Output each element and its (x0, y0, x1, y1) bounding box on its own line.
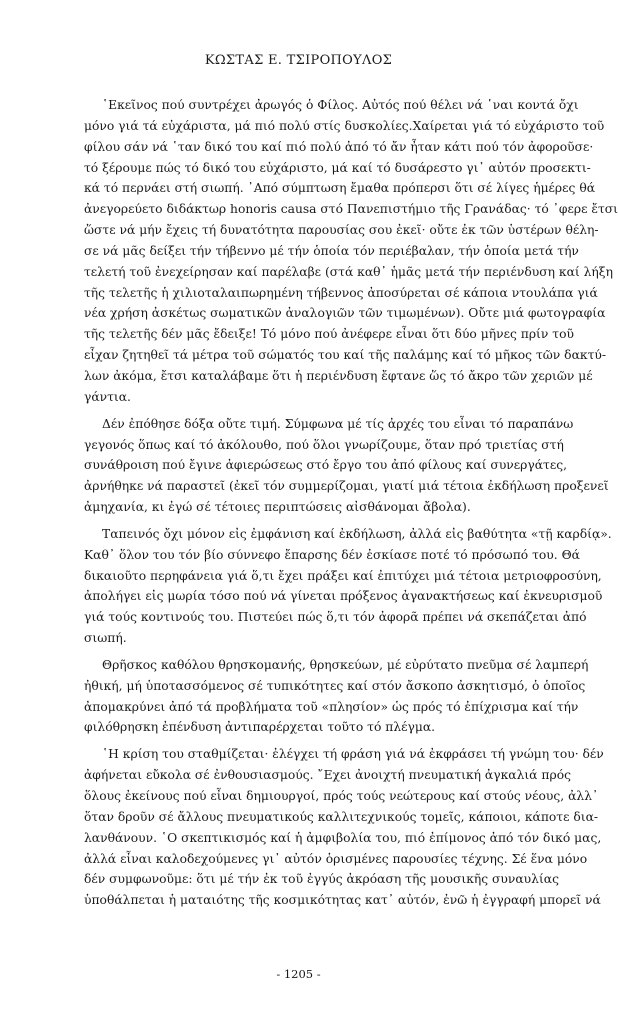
text-line: ὑποθάλπεται ἡ ματαιότης τῆς κοσμικότητας κατ᾽ αὐτόν, ἐνῶ ἡ ἐγγραφή μπορεῖ νά (84, 893, 601, 908)
text-line: ὅταν δροῦν σέ ἄλλους πνευματικούς καλλιτεχνικούς τομεῖς, κάποιοι, κάποτε δια- (84, 809, 599, 824)
text-line: μόνο γιά τά εὐχάριστα, μά πιό πολύ στίς δυσκολίες.Χαίρεται γιά τό εὐχάριστο τοῦ (84, 118, 605, 133)
paragraph (84, 414, 609, 518)
text-line: σιωπή. (84, 631, 127, 646)
text-line: κά τό περνάει στή σιωπή. ᾽Από σύμπτωση ἔμαθα πρόπερσι ὅτι σέ λίγες ἡμέρες θά (84, 181, 596, 196)
text-line: γεγονός ὅπως καί τό ἀκόλουθο, πού ὅλοι γνωρίζουμε, ὅταν πρό τριετίας στή (84, 437, 564, 452)
text-line: Θρῆσκος καθόλου θρησκομανής, θρησκεύων, μέ εὐρύτατο πνεῦμα σέ λαμπερή (102, 657, 589, 672)
running-header: ΚΩΣΤΑΣ Ε. ΤΣΙΡΟΠΟΥΛΟΣ (204, 53, 393, 68)
text-line: ἀπομακρύνει ἀπό τά προβλήματα τοῦ «πλησίον» ὡς πρός τό ἐπίχρισμα καί τήν (84, 699, 579, 714)
text-line: Καθ᾽ ὅλον του τόν βίο σύννεφο ἔπαρσης δέν ἐσκίασε ποτέ τό πρόσωπό του. Θά (84, 547, 580, 562)
paragraph (84, 95, 618, 408)
page-number: - 1205 - (276, 967, 321, 981)
paragraph (84, 524, 612, 649)
body-text (84, 95, 618, 917)
paragraph (84, 744, 604, 911)
text-line: γάντια. (84, 389, 131, 404)
text-line: ἀνεγορεύετο διδάκτωρ honoris causa στό Πανεπιστήμιο τῆς Γρανάδας· τό ᾽φερε ἔτσι (84, 202, 618, 217)
text-line: ὥστε νά μήν ἔχεις τή δυνατότητα παρουσίας σου ἐκεῖ· οὔτε ἐκ τῶν ὑστέρων θέλη- (84, 223, 599, 238)
text-line: εἶχαν ζητηθεῖ τά μέτρα τοῦ σώματός του καί τῆς παλάμης καί τό μῆκος τῶν δακτύ- (84, 348, 607, 363)
text-line: τό ξέρουμε πώς τό δικό του εὐχάριστο, μά καί τό δυσάρεστο γι᾽ αὐτόν προσεκτι- (84, 160, 591, 175)
text-line: τελετή τοῦ ἐνεχείρησαν καί παρέλαβε (στά καθ᾽ ἡμᾶς μετά τήν περιένδυση καί λήξη (84, 264, 613, 279)
text-line: ἀρνήθηκε νά παραστεῖ (ἐκεῖ τόν συμμερίζομαι, γιατί μιά τέτοια ἐκδήλωση προξενεῖ (84, 479, 609, 494)
text-line: ἠθική, μή ὑποτασσόμενος σέ τυπικότητες καί στόν ἄσκοπο ἀσκητισμό, ὁ ὁποῖος (84, 678, 586, 693)
text-line: σε νά μᾶς δείξει τήν τήβεννο μέ τήν ὁποία τόν περιέβαλαν, τήν ὁποία μετά τήν (84, 243, 579, 258)
text-line: λανθάνουν. ῾Ο σκεπτικισμός καί ἡ ἀμφιβολία του, πιό ἐπίμονος ἀπό τόν δικό μας, (84, 830, 602, 845)
text-line: λων ἀκόμα, ἔτσι καταλάβαμε ὅτι ἡ περιένδυση ἔφτανε ὥς τό ἄκρο τῶν χεριῶν μέ (84, 368, 593, 383)
text-line: φιλόθρησκη ἐπένδυση ἀντιπαρέρχεται τοῦτο τό πλέγμα. (84, 720, 436, 735)
text-line: ἀπολήγει εἰς μωρία τόσο πού νά γίνεται πρόξενος ἀγανακτήσεως καί ἐκνευρισμοῦ (84, 589, 603, 604)
text-line: ἀμηχανία, κι ἐγώ σέ τέτοιες περιπτώσεις αἰσθάνομαι ἄβολα). (84, 500, 471, 515)
text-line: ἀλλά εἶναι καλοδεχούμενες γι᾽ αὐτόν ὁρισμένες παρουσίες τέχνης. Σέ ἕνα μόνο (84, 851, 588, 866)
text-line: ῾Εκεῖνος πού συντρέχει ἀρωγός ὁ Φίλος. Αὐτός πού θέλει νά ῾ναι κοντά ὄχι (102, 98, 579, 112)
text-line: Δέν ἐπόθησε δόξα οὔτε τιμή. Σύμφωνα μέ τίς ἀρχές του εἶναι τό παραπάνω (102, 416, 574, 431)
text-line: ῾Η κρίση του σταθμίζεται· ἐλέγχει τή φράση γιά νά ἐκφράσει τή γνώμη του· δέν (102, 747, 604, 762)
text-line: δικαιοῦτο περηφάνεια γιά ὅ,τι ἔχει πράξει καί ἐπιτύχει μιά τέτοια μετριοφροσύνη, (84, 568, 602, 583)
text-line: φίλου σάν νά ῾ταν δικό του καί πιό πολύ ἀπό τό ἄν ἦταν κάτι πού τόν ἀφοροῦσε· (84, 139, 594, 154)
text-line: γιά τούς κοντινούς του. Πιστεύει πώς ὅ,τι τόν ἀφορᾶ πρέπει νά σκεπάζεται ἀπό (84, 610, 587, 625)
text-line: Ταπεινός ὄχι μόνον εἰς ἐμφάνιση καί ἐκδήλωση, ἀλλά εἰς βαθύτητα «τῇ καρδίᾳ». (102, 526, 612, 541)
paragraph (84, 655, 589, 738)
text-line: νέα χρήση ἀσκέτως σωματικῶν ἀναλογιῶν τῶν τιμωμένων). Οὔτε μιά φωτογραφία (84, 306, 606, 321)
text-line: δέν συμφωνοῦμε: ὅτι μέ τήν ἐκ τοῦ ἐγγύς ἀκρόαση τῆς μουσικῆς συναυλίας (84, 872, 559, 887)
text-line: τῆς τελετῆς ἡ χιλιοταλαιπωρημένη τήβεννος ἀποσύρεται σέ κάποια ντουλάπα γιά (84, 285, 598, 300)
text-line: τῆς τελετῆς δέν μᾶς ἔδειξε! Τό μόνο πού ἀνέφερε εἶναι ὅτι δύο μῆνες πρίν τοῦ (84, 327, 574, 342)
text-line: ἀφήνεται εὔκολα σέ ἐνθουσιασμούς. ῎Εχει ἀνοιχτή πνευματική ἀγκαλιά πρός (84, 768, 571, 783)
text-line: ὅλους ἐκείνους πού εἶναι δημιουργοί, πρός τούς νεώτερους καί στούς νέους, ἀλλ᾽ (84, 789, 599, 803)
text-line: συνάθροιση πού ἔγινε ἀφιερώσεως στό ἔργο του ἀπό φίλους καί συνεργάτες, (84, 458, 567, 473)
